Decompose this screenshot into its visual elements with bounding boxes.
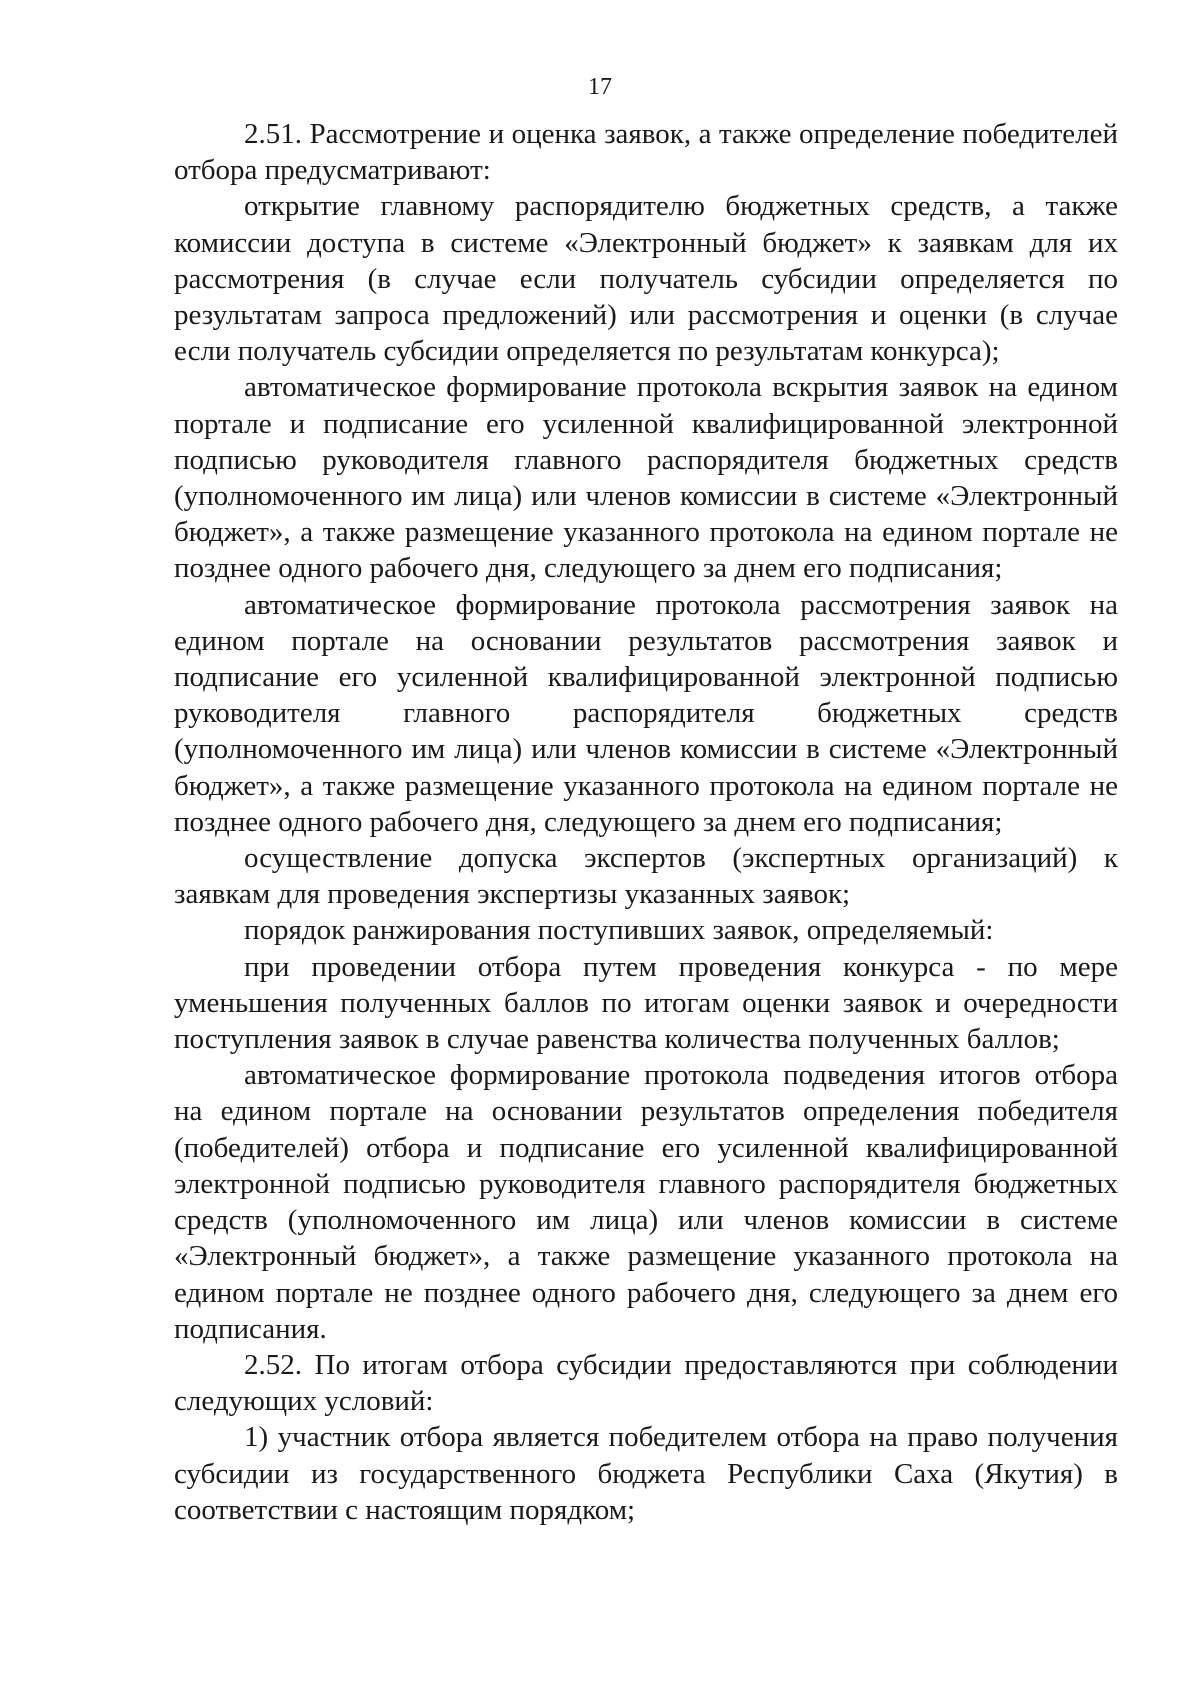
paragraph-results-protocol: автоматическое формирование протокола подведения итогов отбора на едином портале на основании результатов определения победителя (победителей) отбора и подписание его усиленной квалифицированной электронной подписью руководителя главного распорядителя бюджетных средств (уполномоченного им лица) или членов комиссии в системе «Электронный бюджет», а также размещение указанного протокола на едином портале не позднее одного рабочего дня, следующего за днем его подписания. (174, 1059, 1118, 1345)
document-body (174, 116, 1118, 1528)
paragraph-ranking-order: порядок ранжирования поступивших заявок, определяемый: (244, 914, 994, 947)
paragraph-2-52-intro: 2.52. По итогам отбора субсидии предоставляются при соблюдении следующих условий: (174, 1348, 1118, 1418)
page-number: 17 (588, 74, 612, 100)
paragraph-experts-access: осуществление допуска экспертов (экспертных организаций) к заявкам для проведения экспертизы указанных заявок; (174, 842, 1118, 911)
paragraph-condition-1: 1) участник отбора является победителем отбора на право получения субсидии из государственного бюджета Республики Саха (Якутия) в соответствии с настоящим порядком; (174, 1421, 1118, 1526)
paragraph-2-51-intro: 2.51. Рассмотрение и оценка заявок, а также определение победителей отбора предусматривают: (174, 118, 1118, 187)
paragraph-opening-protocol: автоматическое формирование протокола вскрытия заявок на едином портале и подписание его усиленной квалифицированной электронной подписью руководителя главного распорядителя бюджетных средств (уполномоченного им лица) или членов комиссии в системе «Электронный бюджет», а также размещение указанного протокола на едином портале не позднее одного рабочего дня, следующего за днем его подписания; (174, 371, 1118, 585)
paragraph-review-protocol: автоматическое формирование протокола рассмотрения заявок на едином портале на основании результатов рассмотрения заявок и подписание его усиленной квалифицированной электронной подписью руководителя главного распорядителя бюджетных средств (уполномоченного им лица) или членов комиссии в системе «Электронный бюджет», а также размещение указанного протокола на едином портале не позднее одного рабочего дня, следующего за днем его подписания; (174, 588, 1118, 838)
paragraph-access-opening: открытие главному распорядителю бюджетных средств, а также комиссии доступа в системе «Электронный бюджет» к заявкам для их рассмотрения (в случае если получатель субсидии определяется по результатам запроса предложений) или рассмотрения и оценки (в случае если получатель субсидии определяется по результатам конкурса); (174, 190, 1118, 368)
paragraph-ranking-contest: при проведении отбора путем проведения конкурса - по мере уменьшения полученных баллов по итогам оценки заявок и очередности поступления заявок в случае равенства количества полученных баллов; (174, 950, 1118, 1056)
